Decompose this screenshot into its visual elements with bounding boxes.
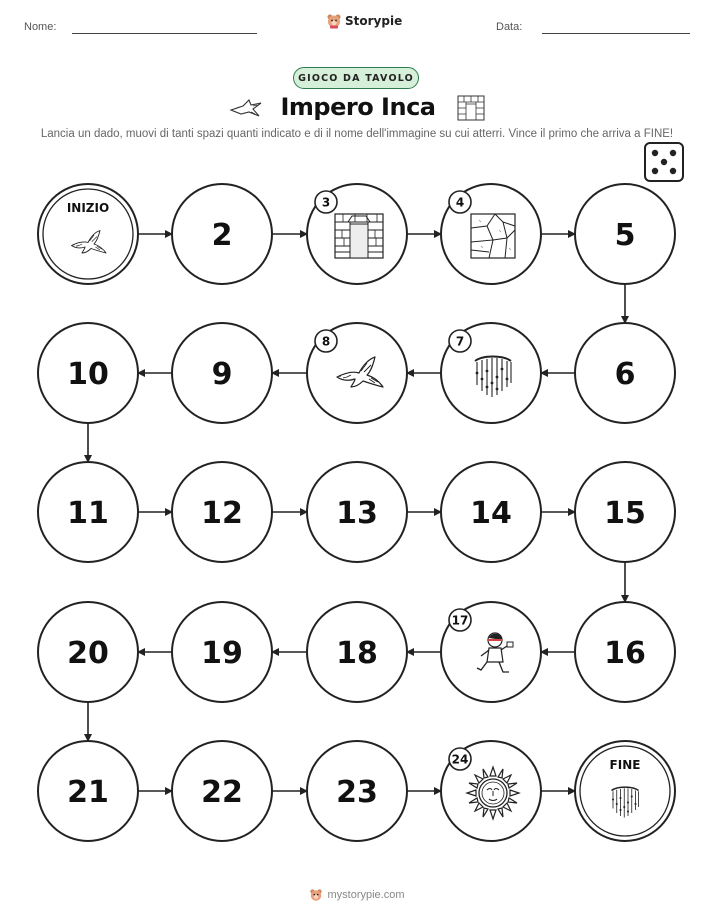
space-number: 17 <box>451 613 469 628</box>
board-space-2[interactable] <box>172 184 272 284</box>
space-number: 10 <box>67 357 109 392</box>
space-number: 21 <box>67 775 109 810</box>
board-space-24[interactable] <box>441 741 541 841</box>
space-number: 6 <box>614 357 636 392</box>
space-number: 23 <box>336 775 378 810</box>
brand-name: Storypie <box>345 14 403 28</box>
board-space-21[interactable] <box>38 741 138 841</box>
instructions: Lancia un dado, muovi di tanti spazi quanti indicato e di il nome dell'immagine su cui atterri. Vince il primo che arriva a FINE! <box>40 128 674 140</box>
board-space-5[interactable] <box>575 184 675 284</box>
date-label: Data: <box>496 21 523 33</box>
board-space-18[interactable] <box>307 602 407 702</box>
space-number: 18 <box>336 636 378 671</box>
name-label: Nome: <box>24 21 57 33</box>
space-number: 20 <box>67 636 109 671</box>
board-space-10[interactable] <box>38 323 138 423</box>
finish-label: FINE <box>609 758 641 772</box>
category-badge: GIOCO DA TAVOLO <box>293 67 419 89</box>
board-space-17[interactable] <box>441 602 541 702</box>
board-space-23[interactable] <box>307 741 407 841</box>
start-label: INIZIO <box>66 201 110 215</box>
space-number: 8 <box>321 334 331 349</box>
space-number: 2 <box>211 218 233 253</box>
board-space-12[interactable] <box>172 462 272 562</box>
board-space-6[interactable] <box>575 323 675 423</box>
space-number: 14 <box>470 496 512 531</box>
space-number: 3 <box>321 195 331 210</box>
board-space-20[interactable] <box>38 602 138 702</box>
bear-mascot-icon <box>309 888 323 902</box>
board-space-15[interactable] <box>575 462 675 562</box>
board-space-1[interactable] <box>38 184 138 284</box>
footer-url[interactable]: mystorypie.com <box>327 889 405 901</box>
space-number: 22 <box>201 775 243 810</box>
board-space-22[interactable] <box>172 741 272 841</box>
board-space-7[interactable] <box>441 323 541 423</box>
space-number: 11 <box>67 496 109 531</box>
board-space-8[interactable] <box>307 323 407 423</box>
board-space-13[interactable] <box>307 462 407 562</box>
space-number: 15 <box>604 496 646 531</box>
board-space-19[interactable] <box>172 602 272 702</box>
inti-sun-icon <box>467 767 519 819</box>
space-circle <box>575 741 675 841</box>
board-space-16[interactable] <box>575 602 675 702</box>
board-space-4[interactable] <box>441 184 541 284</box>
space-number: 24 <box>451 752 469 767</box>
stone-wall-icon <box>471 214 515 258</box>
space-circle <box>38 184 138 284</box>
stone-gate-icon <box>335 214 383 258</box>
board-space-25[interactable] <box>575 741 675 841</box>
footer <box>0 888 714 902</box>
space-number: 4 <box>455 195 465 210</box>
page-title: Impero Inca <box>280 93 436 121</box>
dice-five-icon <box>645 143 683 181</box>
space-number: 9 <box>211 357 233 392</box>
board-space-14[interactable] <box>441 462 541 562</box>
board-space-3[interactable] <box>307 184 407 284</box>
space-number: 12 <box>201 496 243 531</box>
space-number: 7 <box>455 334 465 349</box>
space-number: 19 <box>201 636 243 671</box>
space-number: 13 <box>336 496 378 531</box>
board-space-11[interactable] <box>38 462 138 562</box>
space-number: 16 <box>604 636 646 671</box>
space-number: 5 <box>614 218 636 253</box>
board-space-9[interactable] <box>172 323 272 423</box>
